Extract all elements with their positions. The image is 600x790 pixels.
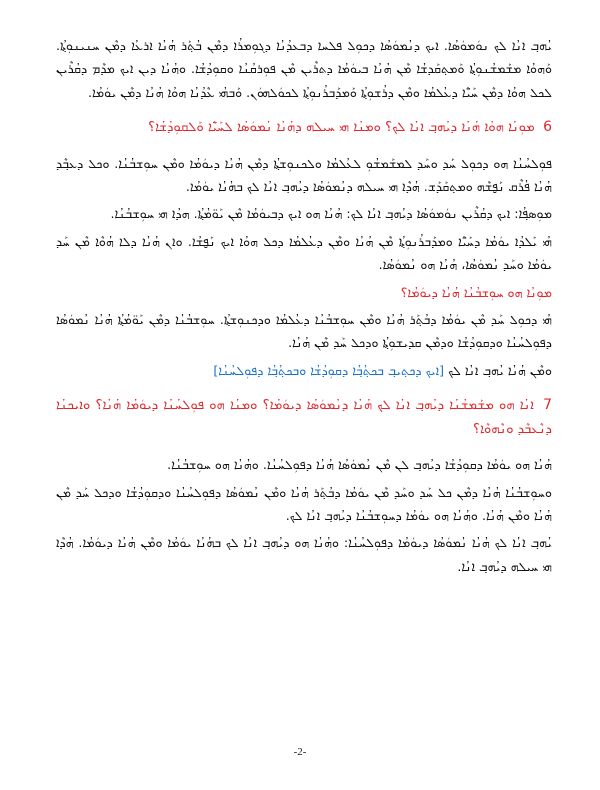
section-number: 7 <box>543 397 552 414</box>
page-number: -2- <box>293 746 307 758</box>
paragraph-9: ܝܳܗܒ݂ ܐܢܳܐ ܠܟ ܗܳܢܳܐ ܢܳܡܘܿܣܳܐ ܕܝܘܿܡܳܐ ܕܦܘܼܠܚܳܢܳܐ: ܘܗܳܢܳܐ ܗܘ ܕܝܳܗܒ݂ ܐܢܳܐ ܠܟ ܒܗܳܢܳܐ ܝܘܿܡܳܐ ܘܡܶܢ ܗܳܢܳܐ ܕܝܘܿܡܳܐ. ܗܳܕܶܐ ܗܝ ܚܝܠܗ ܕܝܳܗܒ݂ ܐܢܳܐ. <box>56 535 552 574</box>
paragraph-7: ܗܳܢܳܐ ܗܘ ܝܘܿܡܳܐ ܕܩܘܼܕܳܫܳܐ ܕܝܳܗܒ݂ ܠܢ ܡܶܢ ܢܳܡܘܿܣܳܐ ܗܳܢܳܐ ܕܦܘܼܠܚܳܢܳܐ. ܘܗܳܢܳܐ ܗܘ ܚܘܼܫܒܳܢܳܐ. <box>167 457 552 473</box>
paragraph-1: ܝܳܗܒ݂ ܐܢܳܐ ܠܟ ܢܘܿܡܘܿܣܳܐ. ܐܝܟ ܕܢܳܡܘܿܣܳܐ ܕܟܘܼܠ ܦܠܚܐ ܕܒܥܕܳܢܳܐ ܕܓܘܼܡܪܳܐ ܕܡܶܢ ܒܳܬ݂ܰܪ ܗܳܢܳܐ ܐܪܥܳܐ ܕܡܶܢ ܚܢܝܢܘܼܬ݂ܳܐ. ܘܰܗܘܳܐ ܡܫܰܡܫܳܢܘܼܬ݂ܳܐ ܘܰܡܬ݂ܩܰܕܫܳܐ ܡܶܢ ܗܳܢܳܐ ܒܝܘܿܡܳܐ ܕܬܪܶܝܢ ܡܶܢ ܦܘܼܪܩܳܢܳܐ ܘܩܘܼܕܳܫܳܐ. ܘܗܳܢܳܐ ܕܝܢ ܐܝܟ ܡܕܶܡ ܕܩܳܪܶܝܢ ܠܟܠ ܗܘܳܐ ܕܡܶܢ ܚܰܝ̈ܶܐ ܕܥܳܠܡܳܐ ܘܡܶܢ ܕܪܳܫܘܼܬ݂ܳܐ ܘܰܡܕܰܒܪܳܢܘܼܬ݂ܳܐ ܠܟܘܿܠܗܘܿܢ. ܘܰܒܗܳܝ ܥܶܕܳܢܳܐ ܗܘܳܐ ܗܳܢܳܐ ܕܡܶܢ ܝܘܿܡܳܐ. <box>56 38 552 100</box>
paragraph-8: ܘܚܘܼܫܒܳܢܳܐ ܗܳܢܳܐ ܕܡܶܢ ܟܠ ܚܰܕ ܘܚܰܕ ܡܶܢ ܝܘܿܡܳܐ ܕܒܳܬ݂ܰܪ ܗܳܢܳܐ ܘܡܶܢ ܢܳܡܘܿܣܳܐ ܕܦܘܼܠܚܳܢܳܐ ܘܕܩܘܼܕܳܫܳܐ ܘܕܟܠ ܚܰܕ ܡܶܢ ܗܳܢܳܐ ܘܡܶܢ ܗܳܢܳܐ. ܘܗܳܢܳܐ ܗܘ ܝܘܿܡܳܐ ܕܚܘܼܫܒܳܢܳܐ ܕܝܳܗܒ݂ ܐܢܳܐ ܠܟ. <box>56 484 552 523</box>
sub-heading: ܡܘܼܢܳܐ ܗܘ ܚܘܼܫܒܳܢܳܐ ܗܳܢܳܐ ܕܝܘܿܡܳܐ؟ <box>400 284 552 300</box>
paragraph-4: ܗܳܝ ܝܰܠܕܳܐ ܝܘܿܡܳܐ ܕܚܰܝ̈ܶܐ ܘܡܕܰܒܪܳܢܘܼܬ݂ܳܐ ܡܶܢ ܗܳܢܳܐ ܘܡܶܢ ܕܥܳܠܡܳܐ ܕܟܠ ܗܘܳܐ ܐܝܟ ܢܰܦ̮ܫܳܐ. ܘܐܢ ܗܳܢܳܐ ܕܠܐ ܗܳܘܶܐ ܡܶܢ ܚܰܕ ܝܘܿܡܳܐ ܘܚܰܕ ܢܳܡܘܿܣܳܐ، ܗܳܢܳܐ ܗܘ ܢܳܡܘܿܣܳܐ. <box>56 233 552 273</box>
paragraph-3: ܡܘܼܣܦ݂ܳܐ: ܐܝܟ ܕܩܳܪܶܝܢ ܢܘܿܡܘܿܣܳܐ ܕܝܳܗܒ݂ ܐܢܳܐ ܠܟ: ܗܳܢܳܐ ܗܘ ܐܝܟ ܕܒܝܘܿܡܳܐ ܡܶܢ ܝܰܘ̈ܡܳܬ݂ܳܐ. ܗܕܳܐ ܗܝ ܚܘܼܫܒܳܢܳܐ. <box>110 206 552 222</box>
paragraph-5: ܗܳܝ ܕܟܘܼܠ ܚܰܕ ܡܶܢ ܝܘܿܡܳܐ ܕܒܳܬ݂ܰܪ ܗܳܢܳܐ ܘܡܶܢ ܚܘܼܫܒܳܢܳܐ ܕܥܳܠܡܳܐ ܘܕܟܢܘܼܫܬ݂ܳܐ. ܚܘܼܫܒܳܢܳܐ ܕܡܶܢ ܝܰܘ̈ܡܳܬ݂ܳܐ ܗܳܢܳܐ ܢܳܡܘܿܣܳܐ ܕܦܘܼܠܚܳܢܳܐ ܘܕܩܘܼܕܳܫܳܐ ܘܕܡܶܢ ܩܕܝܫܘܼܬ݂ܳܐ ܘܕܟܠ ܚܰܕ ܡܶܢ ܗܳܢܳܐ. <box>56 312 552 351</box>
paragraph-6-text: ܘܡܶܢ ܗܳܢܳܐ ܝܳܗܒ݂ ܐܢܳܐ ܠܟ <box>448 362 552 378</box>
scripture-reference: [ܐܝܟ ܕܟܬ݂ܝܒ݂ ܒܟܬ݂ܳܒ݂ܳܐ ܕܩܘܼܕܳܫܳܐ ܘܒܟܬ݂ܳܒ݂ܳܐ ܕܦܘܼܠܚܳܢܳܐ] <box>213 362 445 378</box>
paragraph-2: ܦܘܼܠܚܳܢܳܐ ܗܘ ܕܟܘܼܠ ܚܰܕ ܘܚܰܕ ܠܡܫܰܡܫܳܘܼ ܠܥܳܠܡܳܐ ܘܠܟܢܘܼܫܬ݂ܳܐ ܕܡܶܢ ܗܳܢܳܐ ܕܝܘܿܡܳܐ ܘܡܶܢ ܚܘܼܫܒܳܢܳܐ. ܘܟܠ ܕܥܒ݂ܶܕ ܗܳܢܳܐ ܦܳܪܶܩ ܢܰܦ̮ܫܶܗ ܘܡܬ݂ܩܰܕܰܫ. ܗܳܕܶܐ ܗܝ ܚܝܠܗ ܕܢܳܡܘܿܣܳܐ ܕܝܳܗܒ݂ ܐܢܳܐ ܠܟ ܒܗܳܢܳܐ ܝܘܿܡܳܐ. <box>56 155 552 195</box>
section-heading-6 <box>56 116 552 139</box>
paragraph-6 <box>56 359 552 382</box>
section-number: 6 <box>543 119 552 136</box>
section-heading-7 <box>56 394 552 441</box>
section-heading-text: ܡܘܼܢܳܐ ܗܘܳܐ ܗܳܢܳܐ ܕܝܳܗܒ݂ ܐܢܳܐ ܠܟ؟ ܘܡܢܳܐ ܗܝ ܚܝܠܗ ܕܗܳܢܳܐ ܢܳܡܘܿܣܳܐ ܠܚܰܝ̈ܶܐ ܘܰܠܩܘܼܕܳܫܳܐ؟ <box>148 120 535 136</box>
section-heading-text: ܐܢܳܐ ܗܘ ܡܫܰܡܫܳܢܳܐ ܕܝܳܗܒ݂ ܐܢܳܐ ܠܟ ܗܳܢܳܐ ܕܢܳܡܘܿܣܳܐ ܕܝܘܿܡܳܐ؟ ܘܡܢܳܐ ܗܘ ܦܘܼܠܚܳܢܳܐ ܕܝܘܿܡܳܐ ܗܳܢܳܐ؟ ܘܐܝܟܢܳܐ ܕܢܶܥܒܶܕ ܘܢܶܗܘܶܐ؟ <box>56 398 552 437</box>
document-body <box>56 34 552 590</box>
